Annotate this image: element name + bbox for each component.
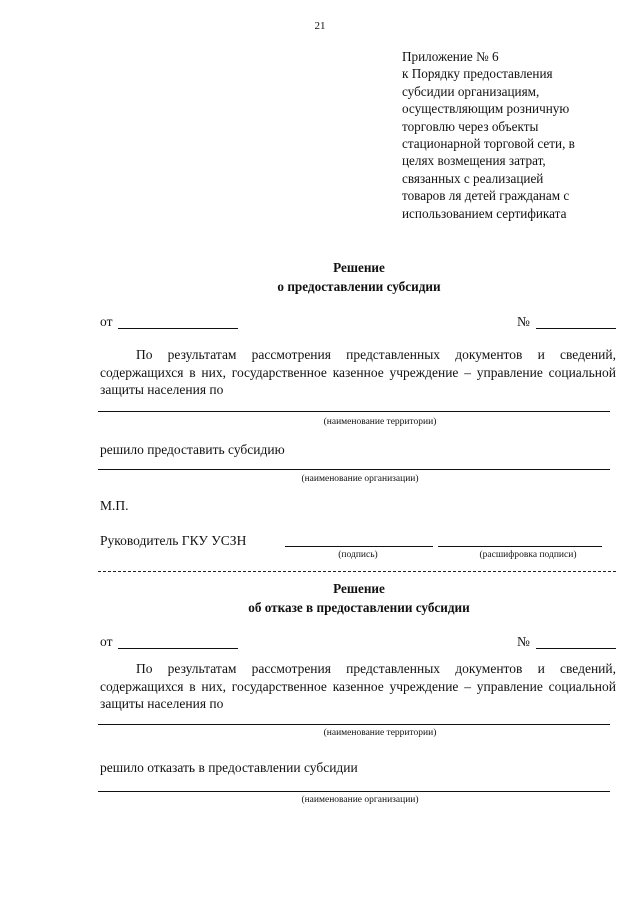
refusal-number-field[interactable] (536, 648, 616, 649)
appendix-line: осуществляющим розничную (402, 101, 570, 117)
appendix-block (402, 48, 634, 222)
grant-organization-caption: (наименование организации) (301, 474, 419, 484)
refusal-paragraph-text: По результатам рассмотрения представленных документов и сведений, содержащихся в них, государственное казенное учреждение – управление социальной защиты населения по (100, 661, 616, 711)
signature-decode-field[interactable] (438, 546, 602, 547)
grant-title-line1: Решение (333, 260, 385, 275)
refusal-date-label: от (100, 634, 113, 649)
grant-date-label: от (100, 314, 113, 329)
appendix-line: стационарной торговой сети, в (402, 136, 575, 152)
head-label: Руководитель ГКУ УСЗН (100, 533, 247, 548)
grant-number-field[interactable] (536, 328, 616, 329)
appendix-line: Приложение № 6 (402, 49, 499, 64)
refusal-paragraph (100, 660, 616, 713)
refusal-title-line1: Решение (333, 581, 385, 596)
refusal-number-label: № (517, 634, 530, 649)
appendix-line: использованием сертификата (402, 205, 567, 221)
appendix-line: к Порядку предоставления (402, 66, 553, 82)
appendix-line: целях возмещения затрат, (402, 153, 546, 169)
refusal-title (0, 579, 640, 617)
refusal-decision-text: решило отказать в предоставлении субсидии (100, 760, 358, 775)
refusal-organization-field[interactable] (98, 791, 610, 792)
appendix-line: связанных с реализацией (402, 170, 544, 186)
page-number: 21 (314, 20, 326, 32)
refusal-organization-caption: (наименование организации) (301, 795, 419, 805)
grant-paragraph (100, 346, 616, 399)
grant-paragraph-text: По результатам рассмотрения представленных документов и сведений, содержащихся в них, государственное казенное учреждение – управление социальной защиты населения по (100, 347, 616, 397)
appendix-line: торговлю через объекты (402, 118, 539, 134)
decode-caption: (расшифровка подписи) (479, 550, 577, 560)
grant-number-label: № (517, 314, 530, 329)
refusal-territory-caption: (наименование территории) (323, 728, 437, 738)
stamp-label: М.П. (100, 498, 129, 513)
grant-territory-caption: (наименование территории) (323, 417, 437, 427)
grant-title (0, 258, 640, 296)
refusal-date-field[interactable] (118, 648, 238, 649)
grant-decision-text: решило предоставить субсидию (100, 442, 285, 457)
appendix-line: товаров ля детей гражданам с (402, 188, 570, 204)
signature-caption: (подпись) (338, 550, 378, 560)
refusal-territory-field[interactable] (98, 724, 610, 725)
grant-date-field[interactable] (118, 328, 238, 329)
refusal-title-line2: об отказе в предоставлении субсидии (248, 600, 470, 615)
grant-territory-field[interactable] (98, 411, 610, 412)
signature-field[interactable] (285, 546, 433, 547)
grant-organization-field[interactable] (98, 469, 610, 470)
appendix-line: субсидии организациям, (402, 83, 540, 99)
cut-line (98, 571, 616, 572)
grant-title-line2: о предоставлении субсидии (277, 279, 441, 294)
